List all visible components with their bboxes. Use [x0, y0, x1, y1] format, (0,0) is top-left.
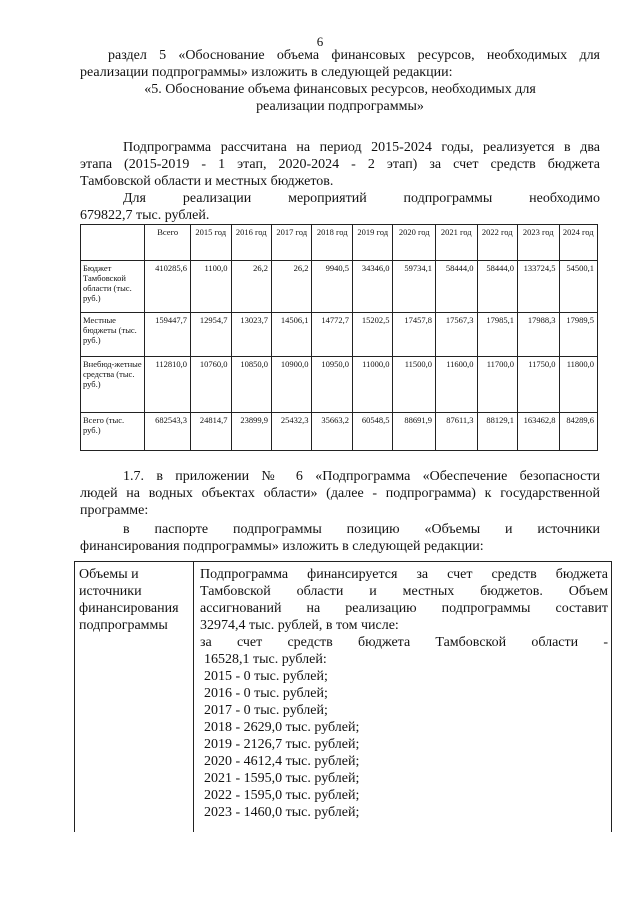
content-line: ассигнований на реализацию подпрограммы составит [200, 601, 608, 616]
table-cell: 15202,5 [352, 313, 392, 357]
table-header-cell [81, 225, 145, 261]
table-cell: 410285,6 [145, 261, 191, 313]
table-cell: 159447,7 [145, 313, 191, 357]
row-label: Внебюд-жетные средства (тыс. руб.) [81, 357, 145, 413]
table-row [81, 357, 598, 413]
table-cell: 25432,3 [272, 413, 312, 451]
table-cell: 17567,3 [436, 313, 478, 357]
table-cell: 23899,9 [231, 413, 271, 451]
passport-position-label [79, 566, 189, 634]
table-row [81, 261, 598, 313]
para1-line-4: Для реализации мероприятий подпрограммы необходимо [123, 191, 600, 206]
para2-line-5: финансирования подпрограммы» изложить в следующей редакции: [80, 539, 484, 554]
row-label: Местные бюджеты (тыс. руб.) [81, 313, 145, 357]
year-line: 2018 - 2629,0 тыс. рублей; [204, 720, 360, 735]
table-header-cell: Всего [145, 225, 191, 261]
table-cell: 60548,5 [352, 413, 392, 451]
para1-line-5: 679822,7 тыс. рублей. [80, 208, 210, 223]
table-cell: 10900,0 [272, 357, 312, 413]
table-cell: 11000,0 [352, 357, 392, 413]
table-cell: 9940,5 [312, 261, 352, 313]
para2-line-2: людей на водных объектах области» (далее - подпрограмма) к государственной [80, 486, 600, 501]
table-cell: 14772,7 [312, 313, 352, 357]
label-line: финансирования [79, 601, 179, 616]
label-line: источники [79, 584, 142, 599]
year-line: 2020 - 4612,4 тыс. рублей; [204, 754, 360, 769]
table-cell: 87611,3 [436, 413, 478, 451]
table-cell: 14506,1 [272, 313, 312, 357]
year-line: 2017 - 0 тыс. рублей; [204, 703, 328, 718]
financing-table [80, 224, 598, 451]
table-header-cell: 2022 год [477, 225, 517, 261]
table-row [81, 413, 598, 451]
para2-line-1: 1.7. в приложении № 6 «Подпрограмма «Обеспечение безопасности [123, 469, 600, 484]
table-cell: 12954,7 [191, 313, 231, 357]
table-cell: 10950,0 [312, 357, 352, 413]
table-cell: 84289,6 [559, 413, 597, 451]
content-line: за счет средств бюджета Тамбовской области - [200, 635, 608, 650]
table-cell: 59734,1 [393, 261, 436, 313]
intro-line-1: раздел 5 «Обоснование объема финансовых ресурсов, необходимых для [108, 48, 600, 63]
passport-table [74, 561, 612, 832]
table-cell: 26,2 [231, 261, 271, 313]
section-heading-line-2: реализации подпрограммы» [256, 99, 424, 114]
column-divider [193, 562, 194, 832]
para1-line-1: Подпрограмма рассчитана на период 2015-2024 годы, реализуется в два [123, 140, 600, 155]
page-number: 6 [316, 34, 324, 49]
table-cell: 682543,3 [145, 413, 191, 451]
table-cell: 10850,0 [231, 357, 271, 413]
section-heading-line-1: «5. Обоснование объема финансовых ресурсов, необходимых для [144, 82, 536, 97]
para1-line-2: этапа (2015-2019 - 1 этап, 2020-2024 - 2 этап) за счет средств бюджета [80, 157, 600, 172]
table-header-cell: 2016 год [231, 225, 271, 261]
year-line: 2021 - 1595,0 тыс. рублей; [204, 771, 360, 786]
table-cell: 88691,9 [393, 413, 436, 451]
table-cell: 17457,8 [393, 313, 436, 357]
content-line: 16528,1 тыс. рублей: [204, 652, 327, 667]
year-line: 2019 - 2126,7 тыс. рублей; [204, 737, 360, 752]
table-header-row [81, 225, 598, 261]
table-cell: 10760,0 [191, 357, 231, 413]
label-line: подпрограммы [79, 618, 168, 633]
table-cell: 26,2 [272, 261, 312, 313]
table-header-cell: 2023 год [518, 225, 560, 261]
table-cell: 24814,7 [191, 413, 231, 451]
para1-line-3: Тамбовской области и местных бюджетов. [80, 174, 334, 189]
table-header-cell: 2019 год [352, 225, 392, 261]
table-cell: 17985,1 [477, 313, 517, 357]
table-cell: 11600,0 [436, 357, 478, 413]
table-header-cell: 2020 год [393, 225, 436, 261]
table-row [81, 313, 598, 357]
content-line: 32974,4 тыс. рублей, в том числе: [200, 618, 399, 633]
table-cell: 13023,7 [231, 313, 271, 357]
table-cell: 58444,0 [477, 261, 517, 313]
table-cell: 54500,1 [559, 261, 597, 313]
table-cell: 17989,5 [559, 313, 597, 357]
intro-line-2: реализации подпрограммы» изложить в следующей редакции: [80, 65, 453, 80]
table-cell: 35663,2 [312, 413, 352, 451]
label-line: Объемы и [79, 567, 139, 582]
table-header-cell: 2017 год [272, 225, 312, 261]
row-label: Всего (тыс. руб.) [81, 413, 145, 451]
table-cell: 112810,0 [145, 357, 191, 413]
table-cell: 1100,0 [191, 261, 231, 313]
year-line: 2016 - 0 тыс. рублей; [204, 686, 328, 701]
table-cell: 11800,0 [559, 357, 597, 413]
table-header-cell: 2018 год [312, 225, 352, 261]
table-header-cell: 2024 год [559, 225, 597, 261]
content-line: Тамбовской области и местных бюджетов. Объем [200, 584, 608, 599]
row-label: Бюджет Тамбовской области (тыс. руб.) [81, 261, 145, 313]
year-line: 2023 - 1460,0 тыс. рублей; [204, 805, 360, 820]
table-cell: 163462,8 [518, 413, 560, 451]
year-line: 2022 - 1595,0 тыс. рублей; [204, 788, 360, 803]
table-cell: 34346,0 [352, 261, 392, 313]
para2-line-3: программе: [80, 503, 149, 518]
table-cell: 88129,1 [477, 413, 517, 451]
table-header-cell: 2021 год [436, 225, 478, 261]
table-cell: 58444,0 [436, 261, 478, 313]
table-header-cell: 2015 год [191, 225, 231, 261]
table-cell: 133724,5 [518, 261, 560, 313]
para2-line-4: в паспорте подпрограммы позицию «Объемы и источники [123, 522, 600, 537]
year-line: 2015 - 0 тыс. рублей; [204, 669, 328, 684]
table-cell: 11700,0 [477, 357, 517, 413]
table-cell: 11750,0 [518, 357, 560, 413]
passport-position-content [200, 566, 608, 821]
content-line: Подпрограмма финансируется за счет средств бюджета [200, 567, 608, 582]
table-cell: 11500,0 [393, 357, 436, 413]
table-cell: 17988,3 [518, 313, 560, 357]
